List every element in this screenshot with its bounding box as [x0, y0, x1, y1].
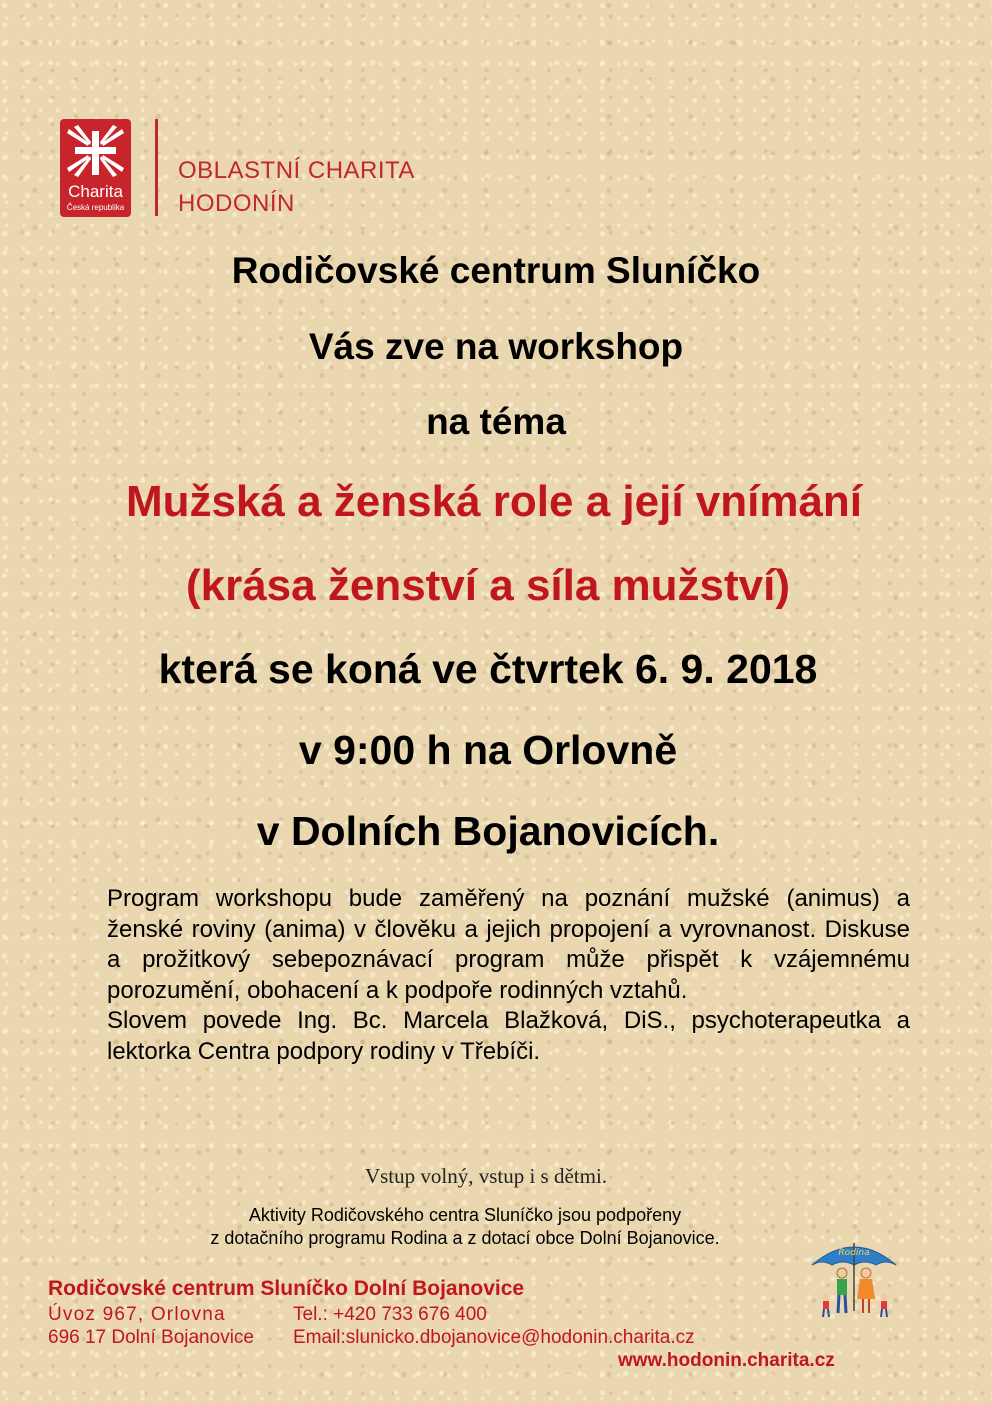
heading-topic-subtitle: (krása ženství a síla mužství): [185, 561, 791, 610]
heading-time-venue: v 9:00 h na Orlovně: [298, 727, 678, 773]
charita-logo-country: Česká republika: [66, 203, 125, 212]
footer-website-link[interactable]: www.hodonin.charita.cz: [618, 1350, 835, 1371]
heading-place: v Dolních Bojanovicích.: [256, 808, 720, 854]
footer-address-city: 696 17 Dolní Bojanovice: [48, 1327, 254, 1348]
footer-title: Rodičovské centrum Sluníčko Dolní Bojanovice: [48, 1277, 525, 1300]
lecturer-paragraph: Slovem povede Ing. Bc. Marcela Blažková, DiS., psychoterapeutka a lektorka Centra podpory rodiny v Třebíči.: [107, 1007, 910, 1065]
org-name-line1: OBLASTNÍ CHARITA: [178, 157, 415, 184]
heading-date: která se koná ve čtvrtek 6. 9. 2018: [158, 646, 818, 692]
rodina-logo: [808, 1233, 900, 1328]
heading-topic-title: Mužská a ženská role a její vnímání: [125, 477, 863, 526]
charita-logo-name: Charita: [68, 182, 123, 201]
support-note-line1: Aktivity Rodičovského centra Sluníčko jsou podpořeny: [248, 1205, 682, 1225]
rodina-logo-label: Rodina: [838, 1248, 870, 1258]
heading-organizer: Rodičovské centrum Sluníčko: [231, 250, 761, 291]
footer-address-street: Úvoz 967, Orlovna: [48, 1304, 226, 1325]
logo-divider: [155, 119, 158, 216]
charita-logo: [60, 119, 131, 217]
heading-invitation: Vás zve na workshop: [308, 326, 684, 367]
heading-topic-intro: na téma: [426, 401, 566, 442]
charita-cross-icon: [64, 123, 127, 181]
program-description: [107, 884, 910, 1067]
entry-note: Vstup volný, vstup i s dětmi.: [364, 1164, 608, 1188]
footer-phone: Tel.: +420 733 676 400: [293, 1304, 487, 1325]
footer-email-link[interactable]: Email:slunicko.dbojanovice@hodonin.charita.cz: [293, 1327, 695, 1348]
program-paragraph: Program workshopu bude zaměřený na poznání mužské (animus) a ženské roviny (anima) v člověku a jejich propojení a vyrovnanost. Diskuse a prožitkový sebepoznávací program může přispět k vzájemnému porozumění, obohacení a k podpoře rodinných vztahů.: [107, 885, 910, 1004]
support-note-line2: z dotačního programu Rodina a z dotací obce Dolní Bojanovice.: [210, 1228, 720, 1248]
family-umbrella-icon: [808, 1233, 900, 1323]
org-name-line2: HODONÍN: [178, 190, 295, 217]
